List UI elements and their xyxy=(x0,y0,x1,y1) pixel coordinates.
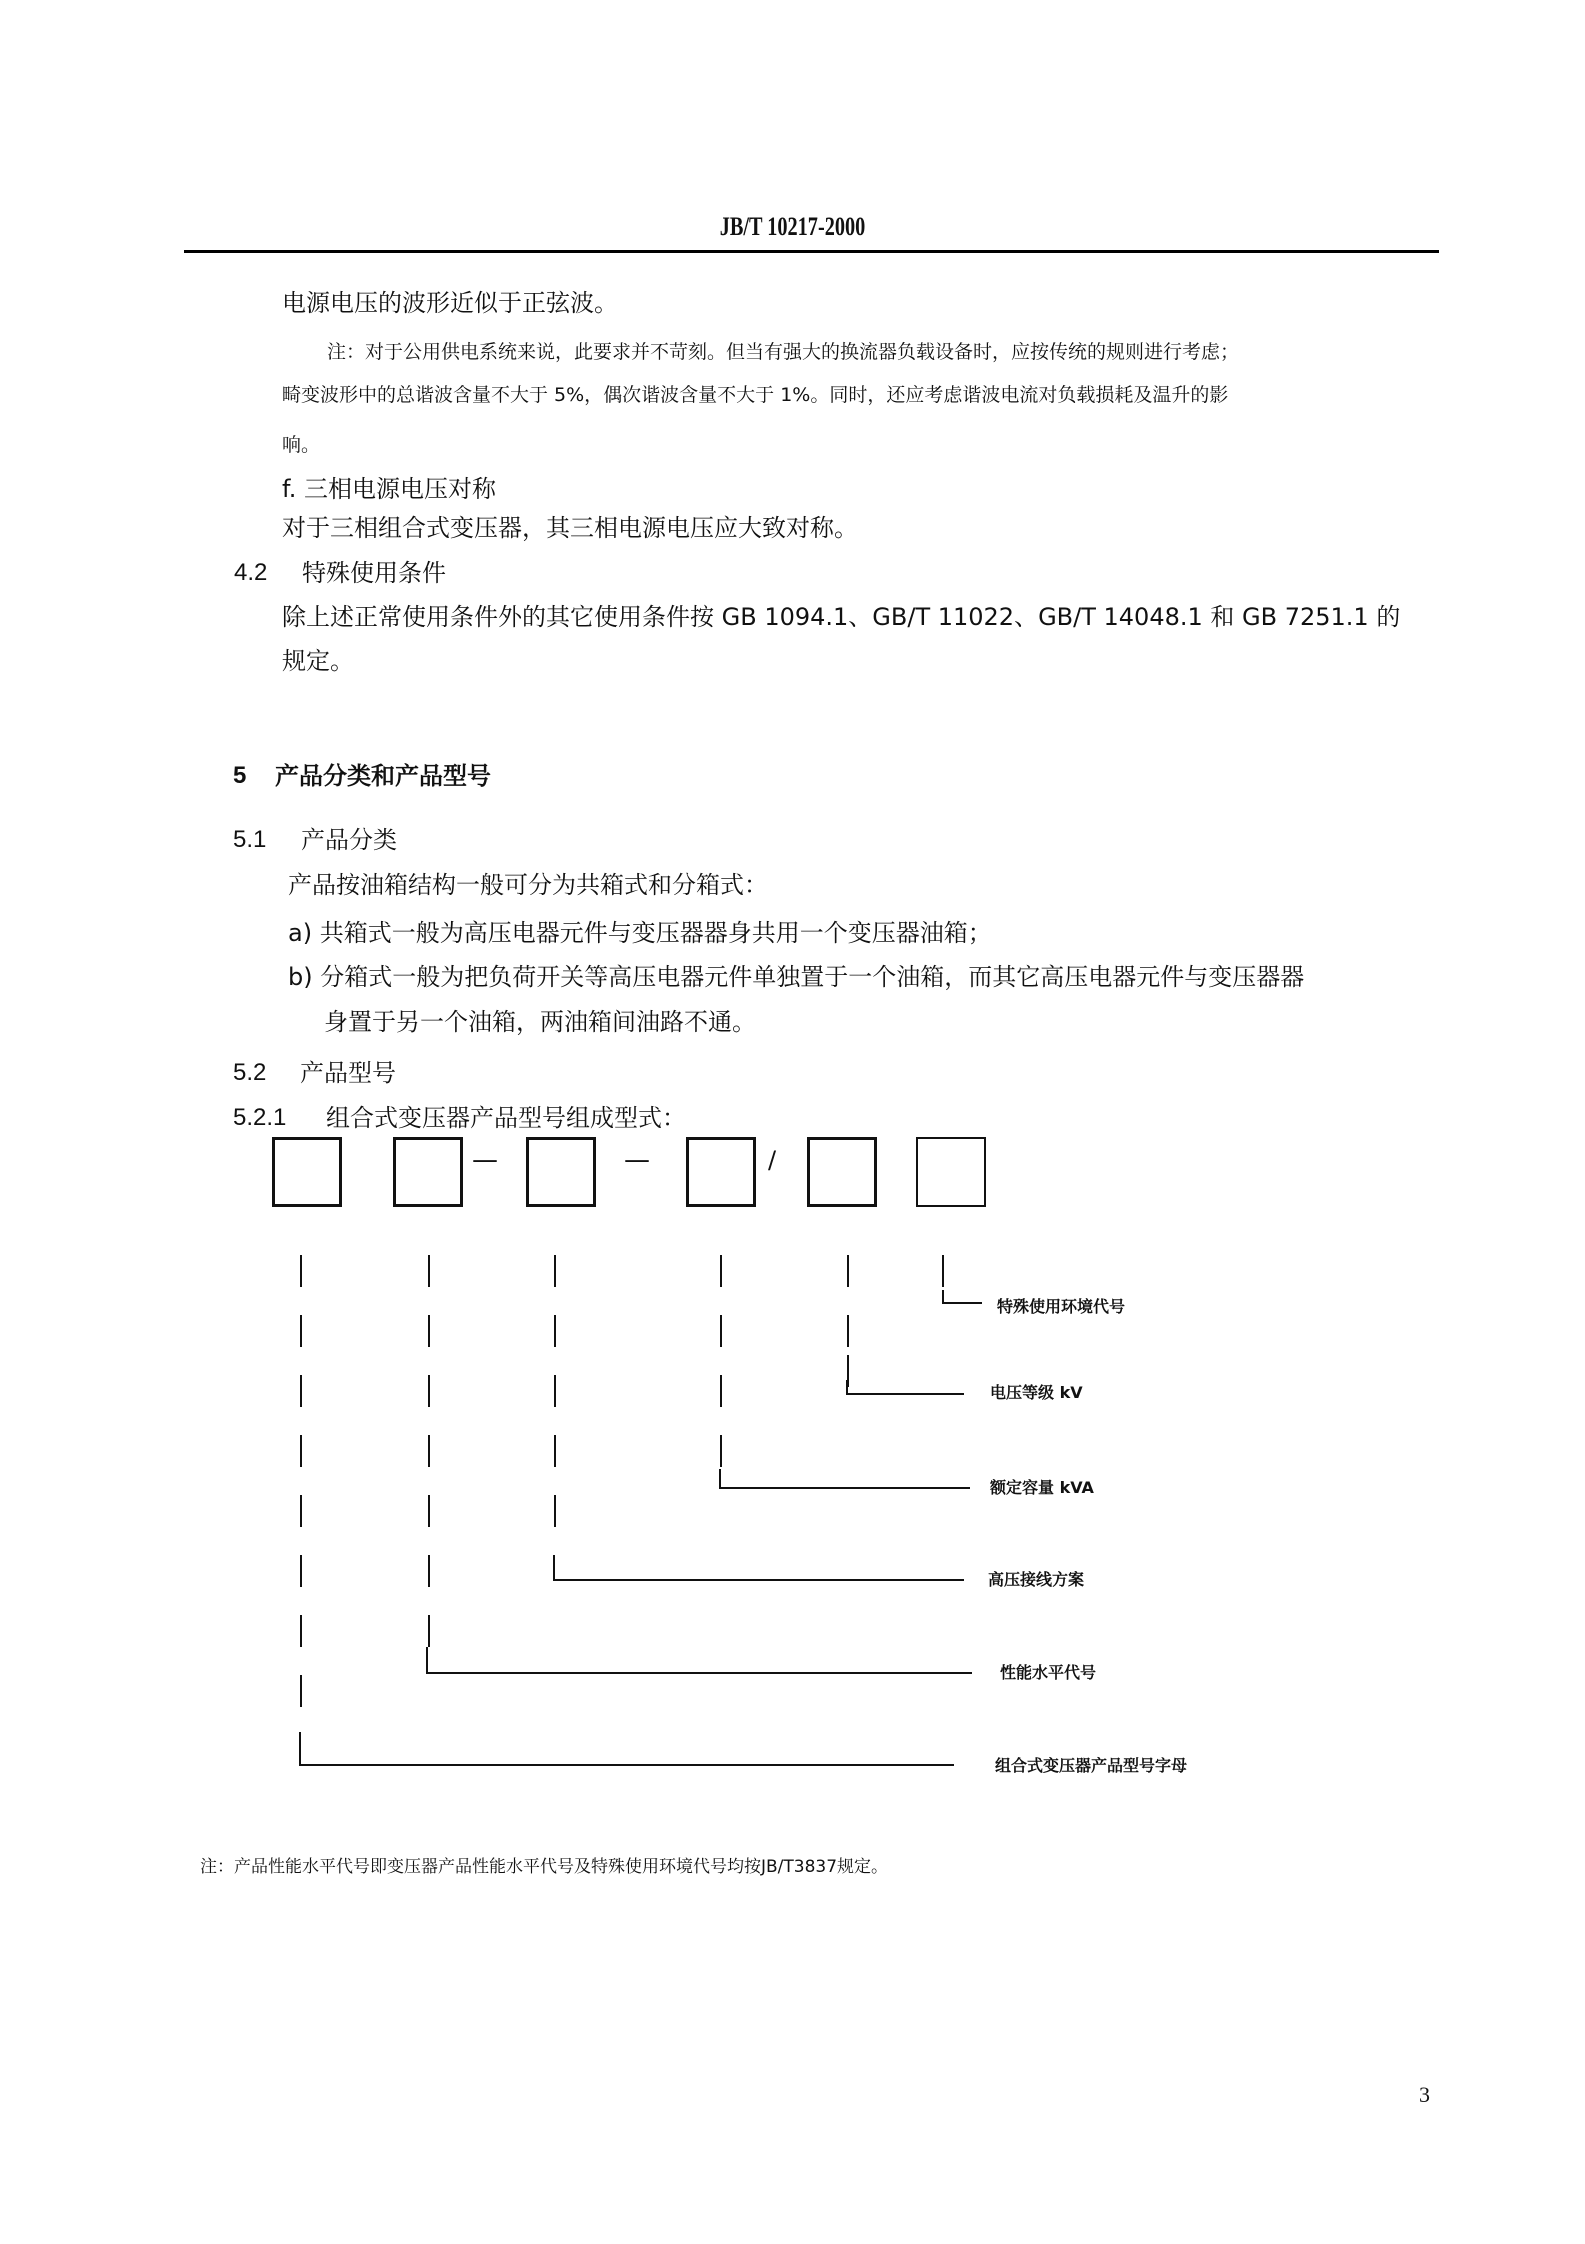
section-5-number: 5 xyxy=(233,762,247,789)
leader-segment xyxy=(300,1615,302,1647)
leader-segment xyxy=(554,1315,556,1347)
leader-segment xyxy=(428,1435,430,1467)
leader-segment xyxy=(300,1255,302,1287)
label-type-letters: 组合式变压器产品型号字母 xyxy=(995,1756,1188,1775)
section-4-2-number: 4.2 xyxy=(234,559,268,586)
leader-segment xyxy=(942,1255,944,1287)
separator-slash: / xyxy=(768,1146,777,1174)
box-rated-capacity xyxy=(686,1137,756,1207)
label-hv-wiring: 高压接线方案 xyxy=(988,1570,1085,1589)
label-special-env: 特殊使用环境代号 xyxy=(997,1297,1126,1316)
leader-segment xyxy=(428,1615,430,1647)
section-5-1-intro: 产品按油箱结构一般可分为共箱式和分箱式： xyxy=(288,871,768,899)
leader-segment xyxy=(299,1732,301,1766)
leader-segment xyxy=(553,1555,555,1580)
section-5-1-title: 产品分类 xyxy=(301,826,397,854)
section-4-2-title: 特殊使用条件 xyxy=(302,559,446,587)
section-5-1-number: 5.1 xyxy=(233,826,267,853)
leader-segment xyxy=(554,1435,556,1467)
leader-rated-capacity xyxy=(719,1487,970,1489)
leader-segment xyxy=(428,1555,430,1587)
leader-special-env xyxy=(942,1302,982,1304)
leader-segment xyxy=(428,1495,430,1527)
separator-dash-1: — xyxy=(472,1145,498,1175)
section-5-2-title: 产品型号 xyxy=(300,1059,396,1087)
header-rule xyxy=(184,250,1439,253)
leader-segment xyxy=(300,1435,302,1467)
leader-segment xyxy=(300,1375,302,1407)
leader-performance xyxy=(426,1672,972,1674)
label-performance: 性能水平代号 xyxy=(1000,1663,1097,1682)
leader-segment xyxy=(720,1375,722,1407)
box-hv-wiring xyxy=(526,1137,596,1207)
box-voltage-class xyxy=(807,1137,877,1207)
label-voltage-class: 电压等级 kV xyxy=(990,1383,1083,1402)
leader-segment xyxy=(554,1255,556,1287)
leader-segment xyxy=(300,1315,302,1347)
leader-segment xyxy=(554,1495,556,1527)
leader-segment xyxy=(300,1555,302,1587)
leader-segment xyxy=(428,1315,430,1347)
item-f-title: f. 三相电源电压对称 xyxy=(282,475,496,503)
leader-segment xyxy=(719,1469,721,1488)
paragraph-waveform: 电源电压的波形近似于正弦波。 xyxy=(282,289,618,317)
section-5-2-1-number: 5.2.1 xyxy=(233,1104,287,1131)
section-5-2-1-title: 组合式变压器产品型号组成型式： xyxy=(326,1104,686,1132)
box-performance-level xyxy=(393,1137,463,1207)
box-special-env xyxy=(916,1137,986,1207)
leader-segment xyxy=(428,1255,430,1287)
section-5-1-item-b-line-1: b) 分箱式一般为把负荷开关等高压电器元件单独置于一个油箱，而其它高压电器元件与变压器器 xyxy=(288,963,1305,991)
leader-voltage-class xyxy=(846,1393,964,1395)
separator-dash-2: — xyxy=(624,1145,650,1175)
leader-segment xyxy=(300,1675,302,1707)
leader-segment xyxy=(554,1375,556,1407)
section-5-2-number: 5.2 xyxy=(233,1059,267,1086)
section-4-2-text-1: 除上述正常使用条件外的其它使用条件按 GB 1094.1、GB/T 11022、GB/T 14048.1 和 GB 7251.1 的 xyxy=(282,603,1401,631)
leader-segment xyxy=(426,1647,428,1673)
note-line-1: 注：对于公用供电系统来说，此要求并不苛刻。但当有强大的换流器负载设备时，应按传统的规则进行考虑； xyxy=(327,341,1240,363)
section-4-2-text-2: 规定。 xyxy=(282,647,354,675)
leader-segment xyxy=(720,1255,722,1287)
leader-segment xyxy=(847,1315,849,1347)
leader-segment xyxy=(300,1495,302,1527)
page-number: 3 xyxy=(1419,2082,1430,2107)
label-rated-capacity: 额定容量 kVA xyxy=(990,1478,1094,1497)
leader-segment xyxy=(846,1380,848,1395)
leader-segment xyxy=(428,1375,430,1407)
leader-segment xyxy=(720,1315,722,1347)
leader-hv-wiring xyxy=(553,1579,964,1581)
note-line-2: 畸变波形中的总谐波含量不大于 5%，偶次谐波含量不大于 1%。同时，还应考虑谐波电流对负载损耗及温升的影 xyxy=(282,384,1229,406)
section-5-1-item-b-line-2: 身置于另一个油箱，两油箱间油路不通。 xyxy=(324,1008,756,1036)
footnote: 注：产品性能水平代号即变压器产品性能水平代号及特殊使用环境代号均按JB/T3837规定。 xyxy=(200,1857,889,1877)
leader-type-letters xyxy=(299,1764,954,1766)
section-5-title: 产品分类和产品型号 xyxy=(275,762,491,790)
box-type-letters xyxy=(272,1137,342,1207)
leader-segment xyxy=(847,1255,849,1287)
section-5-1-item-a: a) 共箱式一般为高压电器元件与变压器器身共用一个变压器油箱； xyxy=(288,919,992,947)
leader-segment xyxy=(720,1435,722,1467)
note-line-3: 响。 xyxy=(282,434,321,456)
standard-code-header: JB/T 10217-2000 xyxy=(719,212,866,241)
item-f-text: 对于三相组合式变压器，其三相电源电压应大致对称。 xyxy=(282,514,858,542)
